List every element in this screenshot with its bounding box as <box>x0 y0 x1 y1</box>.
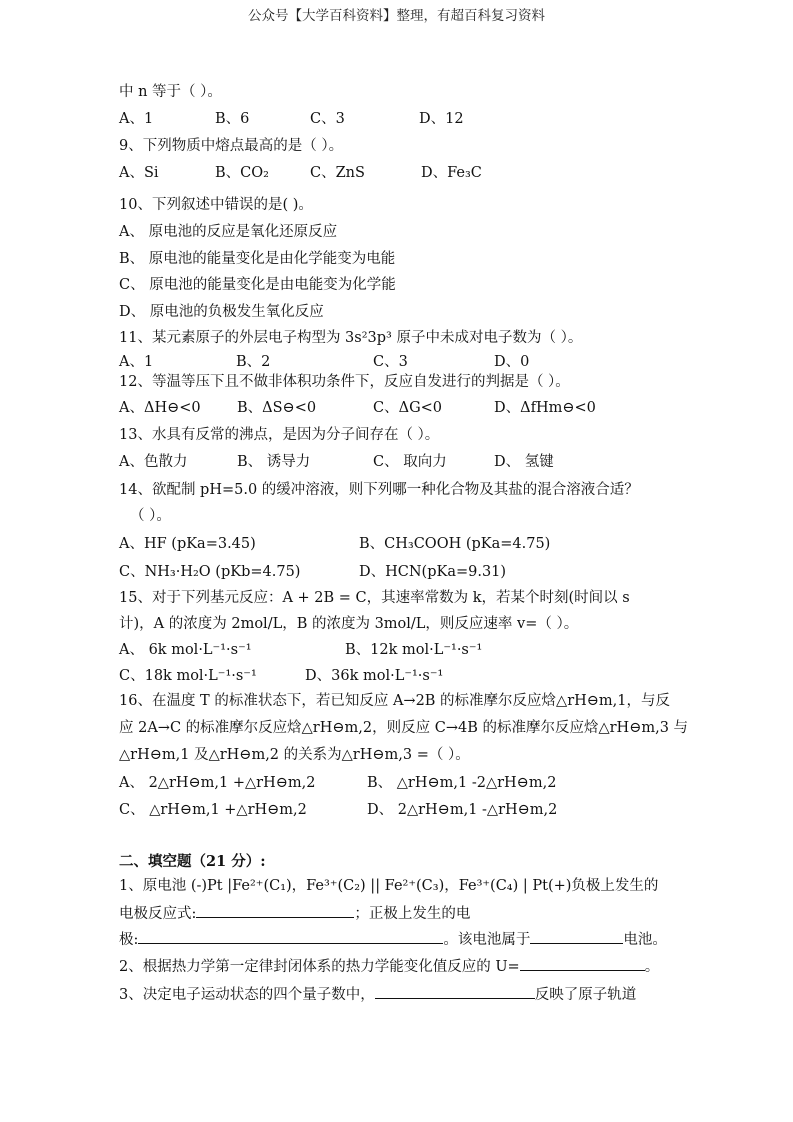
option-b: B、 诱导力 <box>237 454 311 470</box>
option-a: A、ΔH⊖<0 <box>119 400 201 416</box>
option-b: B、12k mol·L⁻¹·s⁻¹ <box>345 642 483 658</box>
option-b: B、CO₂ <box>215 165 269 181</box>
option-a: A、1 <box>119 111 154 127</box>
option-a: A、色散力 <box>119 454 188 470</box>
page-header: 公众号【大学百科资料】整理，有超百科复习资料 <box>248 8 545 24</box>
option-c: C、3 <box>373 354 408 370</box>
answer-blank[interactable] <box>520 956 645 971</box>
question-15-line2: 计)，A 的浓度为 2mol/L，B 的浓度为 3mol/L，则反应速率 v=（ ）。 <box>119 616 579 632</box>
option-a: A、 6k mol·L⁻¹·s⁻¹ <box>119 642 252 658</box>
option-a: A、1 <box>119 354 154 370</box>
question-15-line1: 15、对于下列基元反应：A + 2B = C，其速率常数为 k，若某个时刻(时间以 s <box>119 590 630 606</box>
label: 。 <box>644 959 660 975</box>
q10-option-a: A、 原电池的反应是氧化还原反应 <box>119 224 338 240</box>
option-c: C、ZnS <box>310 165 365 181</box>
label: 2、根据热力学第一定律封闭体系的热力学能变化值反应的 U= <box>119 959 520 975</box>
option-c: C、 取向力 <box>373 454 447 470</box>
label: 电池。 <box>623 932 667 948</box>
question-9: 9、下列物质中熔点最高的是（ ）。 <box>119 138 344 154</box>
answer-blank[interactable] <box>138 929 443 944</box>
option-d: D、HCN(pKa=9.31) <box>359 564 507 580</box>
option-b: B、 △rH⊖m,1 -2△rH⊖m,2 <box>367 775 557 791</box>
question-8-tail: 中 n 等于（ ）。 <box>119 84 222 100</box>
answer-blank[interactable] <box>530 929 623 944</box>
label: 反映了原子轨道 <box>534 987 637 1003</box>
q10-option-d: D、 原电池的负极发生氧化反应 <box>119 304 324 320</box>
label: 电极反应式: <box>119 906 197 922</box>
option-c: C、NH₃·H₂O (pKb=4.75) <box>119 564 301 580</box>
option-b: B、6 <box>215 111 250 127</box>
option-d: D、 氢键 <box>494 454 554 470</box>
label: ；正极上发生的电 <box>354 906 471 922</box>
question-10: 10、下列叙述中错误的是( )。 <box>119 197 313 213</box>
label: 。该电池属于 <box>443 932 531 948</box>
question-14: 14、欲配制 pH=5.0 的缓冲溶液，则下列哪一种化合物及其盐的混合溶液合适？ <box>119 482 639 498</box>
label: 3、决定电子运动状态的四个量子数中， <box>119 987 375 1003</box>
option-d: D、 2△rH⊖m,1 -△rH⊖m,2 <box>367 802 558 818</box>
option-c: C、ΔG<0 <box>373 400 443 416</box>
option-d: D、Fe₃C <box>421 165 482 181</box>
option-a: A、 2△rH⊖m,1 +△rH⊖m,2 <box>119 775 316 791</box>
option-b: B、CH₃COOH (pKa=4.75) <box>359 536 551 552</box>
fill-q1-line1: 1、原电池 (-)Pt |Fe²⁺(C₁)，Fe³⁺(C₂) || Fe²⁺(C₃)，Fe³⁺(C₄) | Pt(+)负极上发生的 <box>119 878 659 894</box>
fill-q1-line3 <box>119 929 667 950</box>
option-b: B、2 <box>236 354 271 370</box>
question-16-line3: △rH⊖m,1 及△rH⊖m,2 的关系为△rH⊖m,3 =（ ）。 <box>119 747 470 763</box>
option-c: C、 △rH⊖m,1 +△rH⊖m,2 <box>119 802 307 818</box>
option-d: D、ΔfHm⊖<0 <box>494 400 596 416</box>
q10-option-b: B、 原电池的能量变化是由化学能变为电能 <box>119 251 396 267</box>
option-c: C、3 <box>310 111 345 127</box>
option-d: D、0 <box>494 354 530 370</box>
question-16-line2: 应 2A→C 的标准摩尔反应焓△rH⊖m,2，则反应 C→4B 的标准摩尔反应焓△rH⊖m,3 与 <box>119 720 689 736</box>
question-13: 13、水具有反常的沸点，是因为分子间存在（ ）。 <box>119 427 440 443</box>
label: 极: <box>119 932 139 948</box>
fill-q1-line2 <box>119 903 470 924</box>
option-d: D、36k mol·L⁻¹·s⁻¹ <box>305 668 444 684</box>
question-16-line1: 16、在温度 T 的标准状态下，若已知反应 A→2B 的标准摩尔反应焓△rH⊖m,1，与反 <box>119 693 671 709</box>
question-14-blank: （ ）。 <box>130 508 171 524</box>
option-b: B、ΔS⊖<0 <box>237 400 317 416</box>
q10-option-c: C、 原电池的能量变化是由电能变为化学能 <box>119 277 396 293</box>
section-title-fill-in: 二、填空题（21 分）: <box>119 853 266 870</box>
fill-q2 <box>119 956 659 977</box>
answer-blank[interactable] <box>375 984 535 999</box>
answer-blank[interactable] <box>196 903 354 918</box>
option-a: A、HF (pKa=3.45) <box>119 536 256 552</box>
fill-q3 <box>119 984 636 1005</box>
option-d: D、12 <box>419 111 464 127</box>
option-a: A、Si <box>119 165 159 181</box>
question-12: 12、等温等压下且不做非体积功条件下，反应自发进行的判据是（ ）。 <box>119 374 570 390</box>
question-11: 11、某元素原子的外层电子构型为 3s²3p³ 原子中未成对电子数为（ ）。 <box>119 330 583 346</box>
option-c: C、18k mol·L⁻¹·s⁻¹ <box>119 668 257 684</box>
